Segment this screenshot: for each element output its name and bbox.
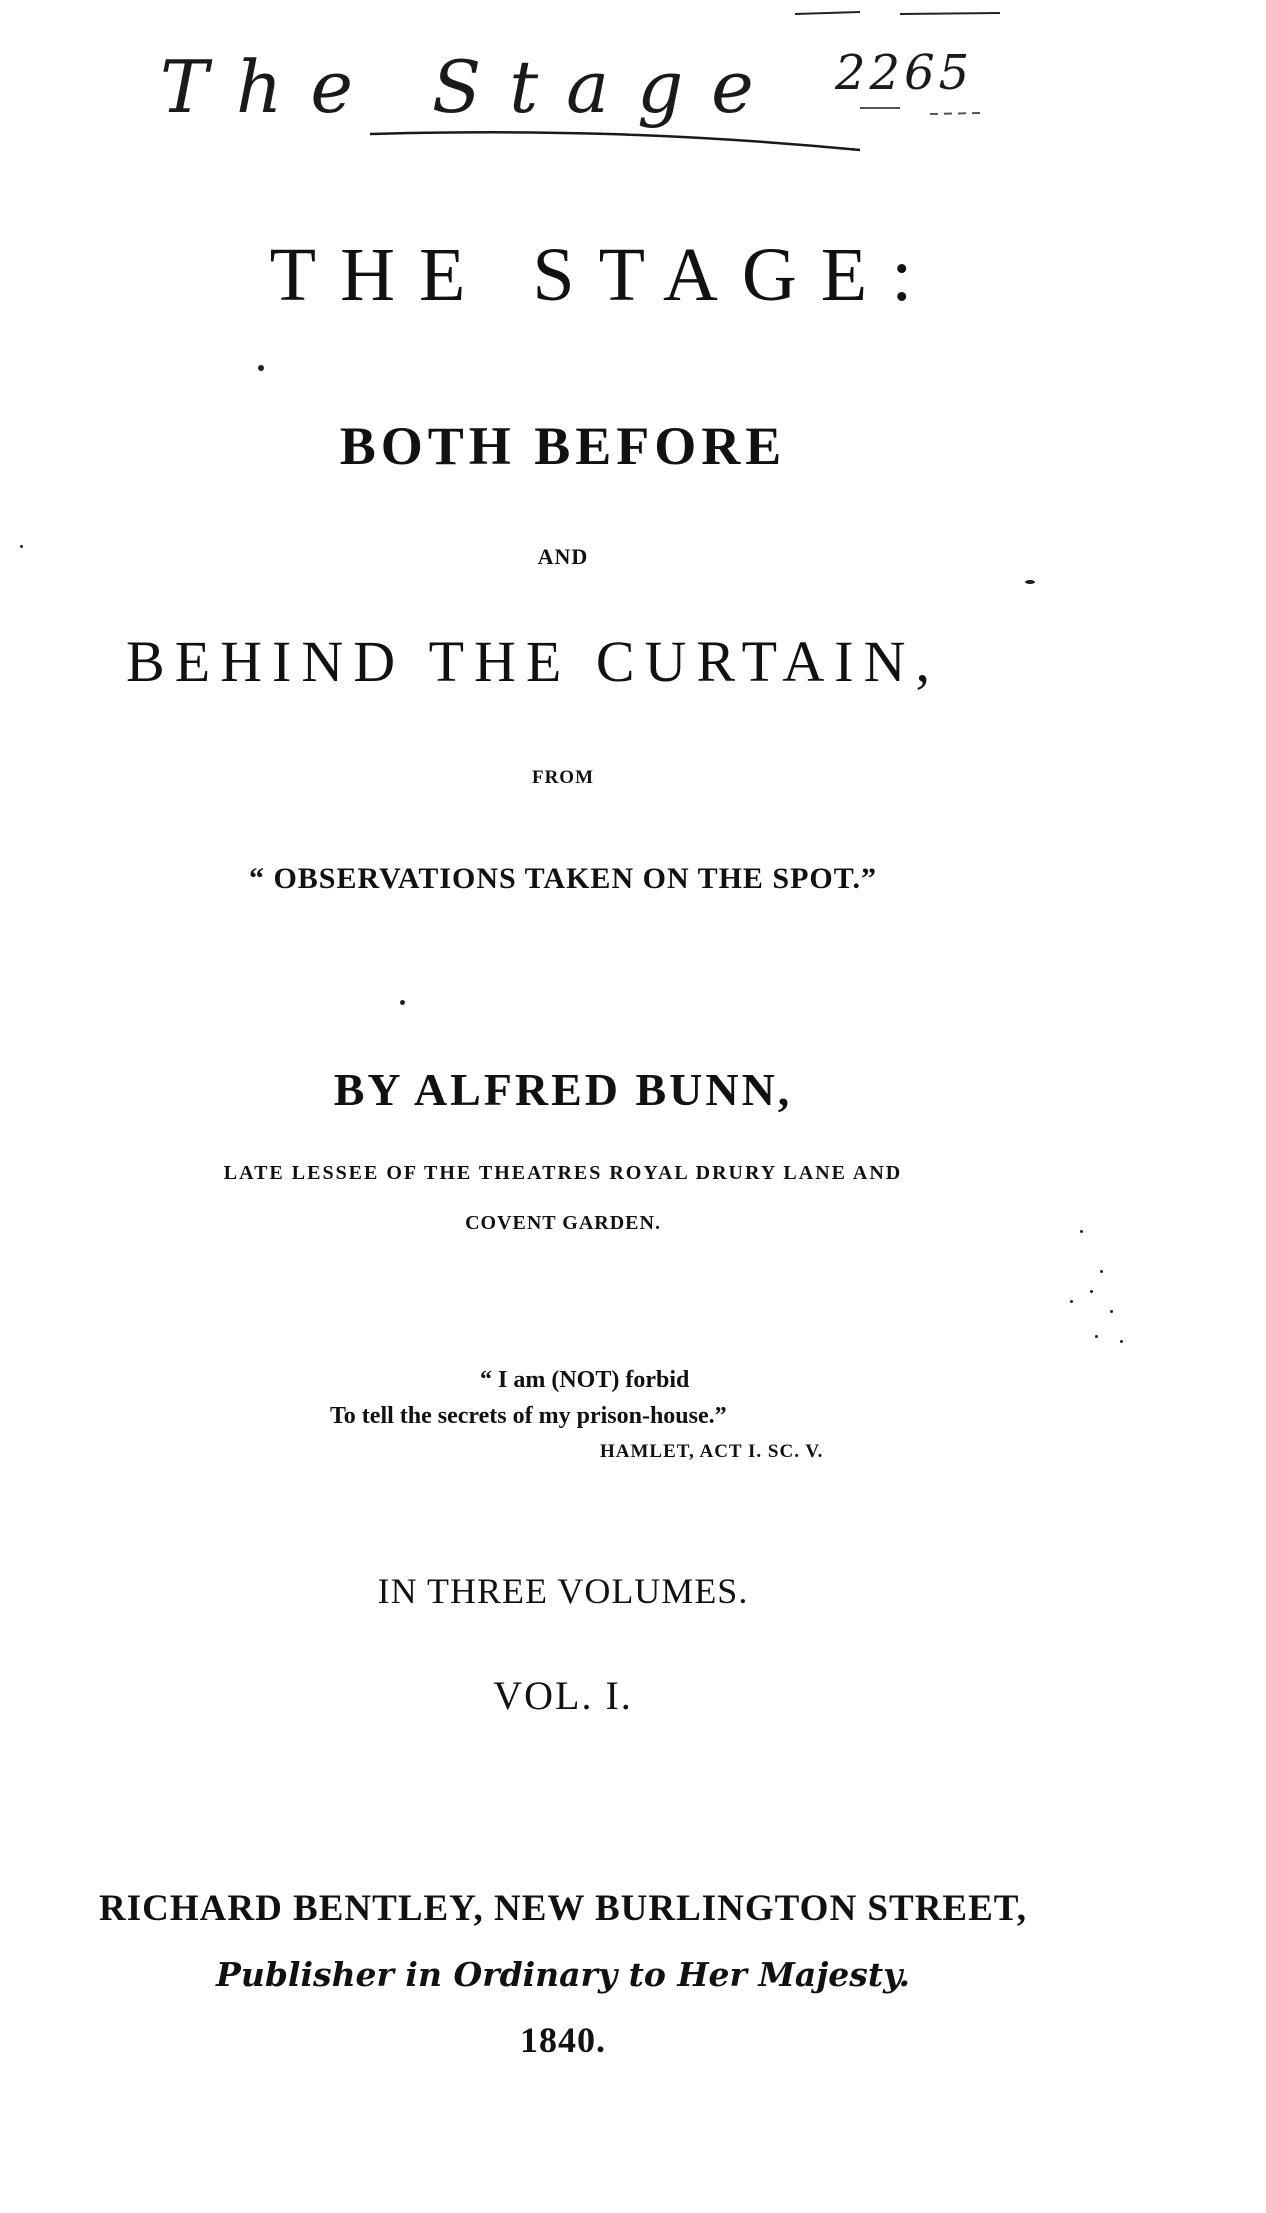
epigraph-line-2: To tell the secrets of my prison-house.” <box>330 1403 727 1429</box>
volume-count: IN THREE VOLUMES. <box>377 1571 749 1611</box>
author-line: BY ALFRED BUNN, <box>333 1064 793 1115</box>
epigraph-attribution: HAMLET, ACT I. SC. V. <box>600 1441 824 1462</box>
scan-speck <box>1100 1270 1103 1273</box>
scan-speck <box>1070 1300 1073 1303</box>
publication-year: 1840. <box>520 2020 606 2060</box>
subtitle-line-1: BOTH BEFORE <box>339 416 787 476</box>
scan-speck <box>1120 1340 1123 1343</box>
scan-speck <box>20 545 23 548</box>
observations-line: “ OBSERVATIONS TAKEN ON THE SPOT.” <box>248 862 878 895</box>
scan-speck <box>258 365 264 371</box>
epigraph-line-1: “ I am (NOT) forbid <box>480 1367 690 1393</box>
scan-speck <box>1025 580 1035 584</box>
publisher-imprint: RICHARD BENTLEY, NEW BURLINGTON STREET, <box>99 1888 1027 1929</box>
from-label: FROM <box>531 767 595 788</box>
volume-number: VOL. I. <box>493 1673 633 1718</box>
publisher-role: Publisher in Ordinary to Her Majesty. <box>216 1955 910 1994</box>
scan-speck <box>1080 1230 1083 1233</box>
subtitle-conjunction: AND <box>537 544 589 569</box>
handwritten-underline <box>370 128 870 168</box>
book-title: THE STAGE: <box>269 233 937 317</box>
scan-speck <box>1090 1290 1093 1293</box>
handwritten-catalog-number: 2265 <box>835 45 974 101</box>
subtitle-line-2: BEHIND THE CURTAIN, <box>126 629 940 694</box>
handwritten-title: The Stage <box>160 45 782 129</box>
scan-speck <box>1095 1335 1098 1338</box>
scan-speck <box>400 1000 405 1005</box>
epigraph <box>330 1362 890 1470</box>
scan-speck <box>1110 1310 1113 1313</box>
catalog-marks <box>790 0 1020 130</box>
author-description-line-1: LATE LESSEE OF THE THEATRES ROYAL DRURY LANE AND <box>223 1162 903 1184</box>
author-description-line-2: COVENT GARDEN. <box>465 1212 661 1234</box>
